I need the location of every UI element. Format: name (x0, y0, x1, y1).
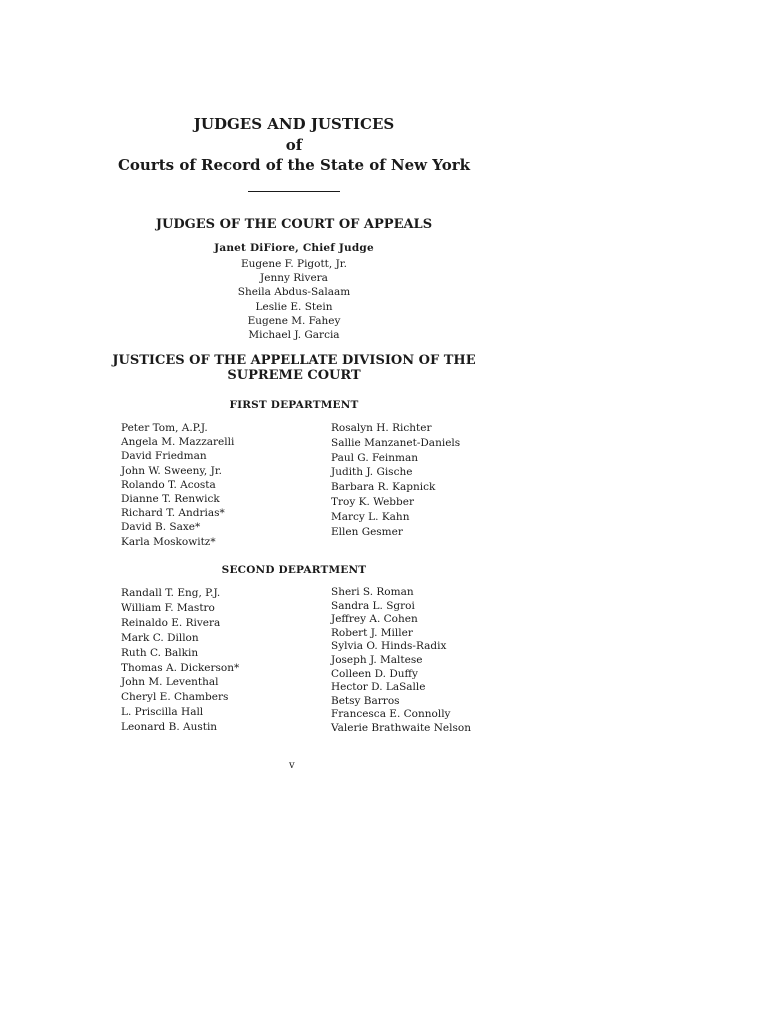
judge-name: Dianne T. Renwick (121, 493, 220, 506)
first-department-left-column (121, 421, 234, 549)
judge-name: Thomas A. Dickerson* (121, 661, 240, 674)
judge-name: Troy K. Webber (331, 495, 414, 508)
judge-name: Leonard B. Austin (121, 721, 218, 734)
judge-name: Eugene F. Pigott, Jr. (241, 258, 347, 270)
court-of-appeals-list (0, 257, 588, 342)
judge-name: William F. Mastro (121, 601, 215, 614)
judge-name: David Friedman (121, 450, 207, 463)
judge-name: Randall T. Eng, P.J. (121, 587, 221, 599)
judge-name: Eugene M. Fahey (247, 314, 341, 327)
judge-name: Barbara R. Kapnick (331, 481, 436, 494)
judge-name: Reinaldo E. Rivera (121, 616, 221, 629)
judge-name: Sandra L. Sgroi (331, 599, 415, 612)
judge-name: Jeffrey A. Cohen (331, 613, 418, 626)
judge-name: Ruth C. Balkin (121, 646, 199, 659)
judge-name: John M. Leventhal (121, 676, 219, 689)
judge-name: Sylvia O. Hinds-Radix (331, 640, 447, 653)
chief-judge: Janet DiFiore, Chief Judge (214, 242, 374, 254)
judge-name: Hector D. LaSalle (331, 681, 426, 694)
judge-name: Betsy Barros (331, 694, 400, 707)
judge-name: Valerie Brathwaite Nelson (331, 721, 471, 734)
judge-name: Jenny Rivera (260, 272, 328, 285)
judge-name: Leslie E. Stein (255, 300, 333, 313)
title-divider (248, 191, 340, 192)
judge-name: Peter Tom, A.P.J. (121, 422, 208, 434)
judge-name: L. Priscilla Hall (121, 706, 204, 719)
judge-name: Cheryl E. Chambers (121, 691, 229, 704)
judge-name: Rosalyn H. Richter (331, 422, 432, 434)
judge-name: Joseph J. Maltese (331, 653, 423, 666)
appellate-heading-line2: SUPREME COURT (227, 368, 361, 383)
judge-name: John W. Sweeny, Jr. (121, 464, 223, 477)
page-number: v (289, 760, 295, 771)
judge-name: Judith J. Gische (331, 466, 413, 479)
judge-name: Marcy L. Kahn (331, 510, 410, 523)
second-department-heading: SECOND DEPARTMENT (221, 564, 367, 576)
judge-name: Paul G. Feinman (331, 451, 419, 464)
judge-name: David B. Saxe* (121, 521, 201, 534)
second-department-left-column (121, 586, 239, 735)
page-subtitle: Courts of Record of the State of New York (117, 156, 471, 174)
page-title: JUDGES AND JUSTICES (193, 115, 395, 133)
appellate-heading-line1: JUSTICES OF THE APPELLATE DIVISION OF THE (112, 353, 476, 368)
judge-name: Rolando T. Acosta (121, 478, 216, 491)
judge-name: Richard T. Andrias* (121, 507, 225, 520)
title-of: of (285, 136, 303, 154)
first-department-heading: FIRST DEPARTMENT (229, 399, 359, 411)
second-department-right-column (331, 586, 471, 736)
judge-name: Michael J. Garcia (248, 329, 340, 342)
court-of-appeals-heading: JUDGES OF THE COURT OF APPEALS (155, 217, 433, 232)
judge-name: Robert J. Miller (331, 626, 413, 639)
judge-name: Sheila Abdus-Salaam (237, 286, 351, 299)
judge-name: Francesca E. Connolly (331, 708, 451, 721)
judge-name: Colleen D. Duffy (331, 667, 418, 680)
judge-name: Sheri S. Roman (331, 586, 414, 598)
judge-name: Karla Moskowitz* (121, 535, 216, 548)
judge-name: Angela M. Mazzarelli (121, 436, 235, 449)
judge-name: Mark C. Dillon (121, 631, 199, 644)
judge-name: Sallie Manzanet-Daniels (331, 436, 461, 449)
judge-name: Ellen Gesmer (331, 525, 403, 538)
first-department-right-column (331, 421, 460, 539)
